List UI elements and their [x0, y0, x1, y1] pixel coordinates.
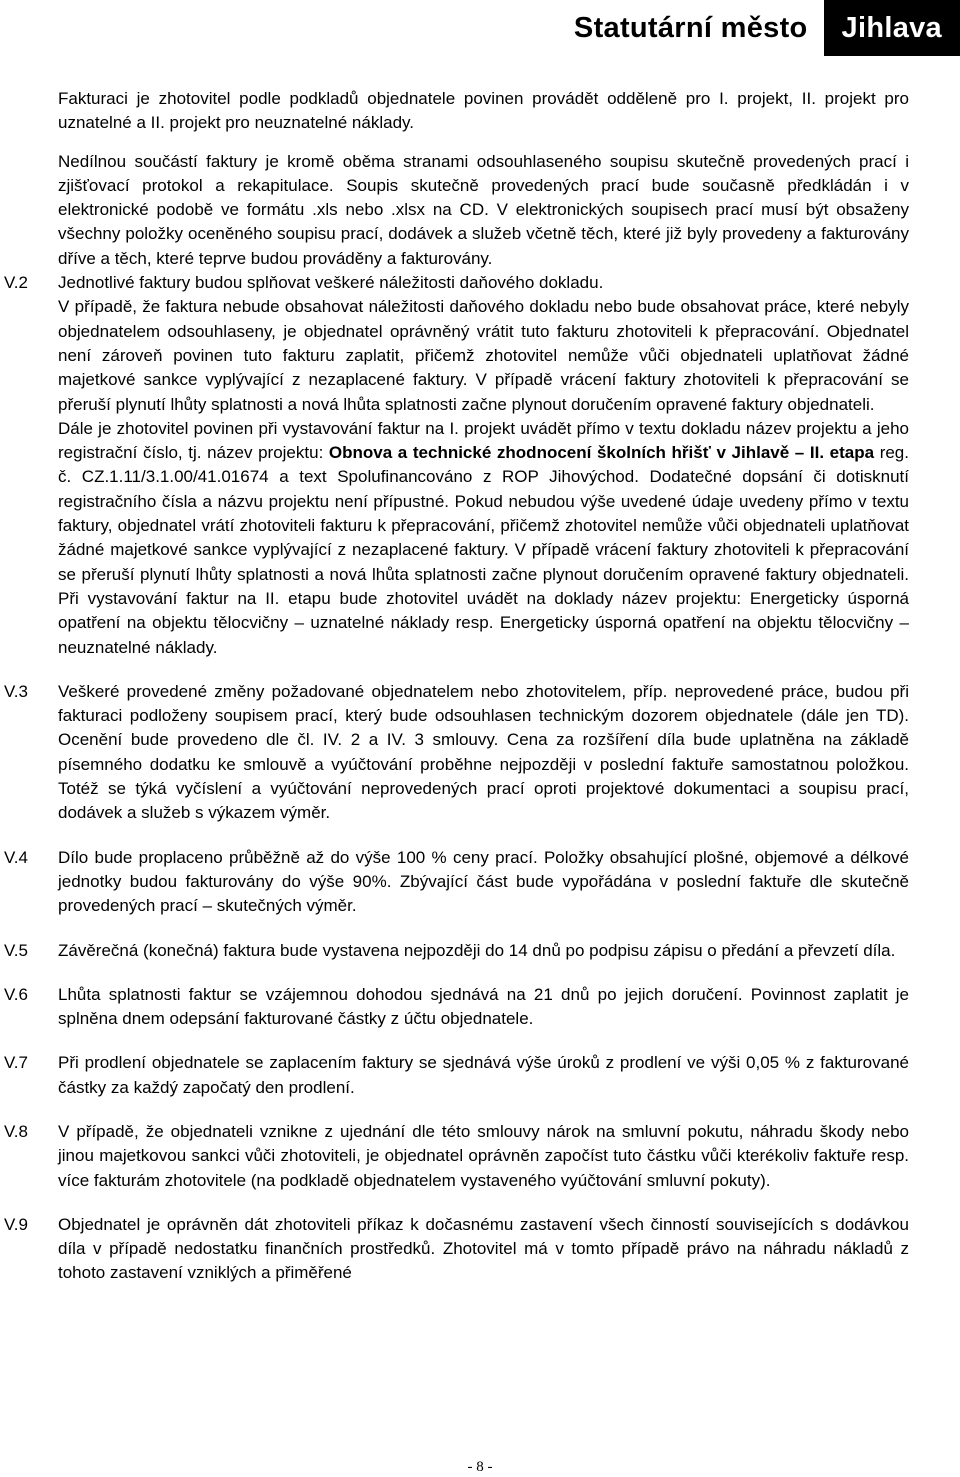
- paragraph: Lhůta splatnosti faktur se vzájemnou dohodou sjednává na 21 dnů po jejich doručení. Povinnost zaplatit je splněna dnem odepsání fakturované částky z účtu objednatele.: [58, 984, 909, 1029]
- paragraph: V případě, že objednateli vznikne z ujednání dle této smlouvy nárok na smluvní pokutu, náhradu škody nebo jinou majetkovou sankci vůči zhotoviteli, je objednatel oprávněn započíst tuto částku vůči kterékoliv faktuře resp. více fakturám zhotovitele (na podkladě objednatelem vystaveného vyúčtování smluvní pokuty).: [58, 1121, 909, 1190]
- section-number: V.5: [4, 940, 28, 960]
- section-v3: [0, 680, 909, 826]
- paragraph: Při prodlení objednatele se zaplacením faktury se sjednává výše úroků z prodlení ve výši 0,05 % z fakturované částky za každý započatý den prodlení.: [58, 1053, 909, 1097]
- section-number: V.4: [4, 847, 28, 867]
- project-text: reg. č. CZ.1.11/3.1.00/41.01674 a text Spolufinancováno z ROP Jihovýchod. Dodatečné dopsání či dotisknutí registračního čísla a názvu projektu není přípustné. Pokud nebudou výše uvedené údaje uvedeny přímo v textu faktury, objednatel vrátí zhotoviteli fakturu k přepracování, přičemž zhotovitel nemůže vůči objednateli uplatňovat žádné majetkové sankce vyplývající z nezaplacené faktury. V případě vrácení faktury zhotoviteli k přepracování se přeruší plynutí lhůty splatnosti a nová lhůta splatnosti začne plynout doručením opravené faktury objednateli. Při vystavování faktur na II. etapu bude zhotovitel uvádět na doklady název projektu: Energeticky úsporná opatření na objektu tělocvičny – uznatelné náklady resp. Energeticky úsporná opatření na objektu tělocvičny – neuznatelné náklady.: [58, 443, 909, 657]
- document-body: [0, 87, 960, 1286]
- section-number: V.6: [4, 984, 28, 1004]
- paragraph: Závěrečná (konečná) faktura bude vystavena nejpozději do 14 dnů po podpisu zápisu o předání a převzetí díla.: [58, 940, 896, 960]
- section-v8: [0, 1120, 909, 1193]
- city-logo: [574, 0, 960, 56]
- project-name-bold: Obnova a technické zhodnocení školních hřišť v Jihlavě – II. etapa: [328, 443, 875, 463]
- section-number: V.7: [4, 1053, 28, 1073]
- section-v7: [0, 1051, 909, 1100]
- section-v2: [0, 271, 909, 660]
- section-number: V.9: [4, 1214, 28, 1234]
- section-v6: [0, 983, 909, 1032]
- section-v9: [0, 1213, 909, 1286]
- project-text: Dále je zhotovitel povinen při vystavování faktur na I. projekt uvádět přímo v textu dokladu název projektu a jeho registrační číslo, tj. název projektu:: [58, 418, 909, 463]
- section-intro: [0, 87, 909, 136]
- paragraph: Objednatel je oprávněn dát zhotoviteli příkaz k dočasnému zastavení všech činností souvisejících s dodávkou díla v případě nedostatku finančních prostředků. Zhotovitel má v tomto případě právo na náhradu nákladů z tohoto zastavení vzniklých a přiměřené: [58, 1214, 909, 1283]
- paragraph: [58, 417, 909, 660]
- page-number: - 8 -: [467, 1459, 493, 1475]
- paragraph: V případě, že faktura nebude obsahovat náležitosti daňového dokladu nebo bude obsahovat práce, které nebyly objednatelem odsouhlaseny, je objednatel oprávněný vrátit tuto fakturu zhotoviteli k přepracování. Objednatel není zároveň povinen tuto fakturu zaplatit, přičemž zhotovitel nemůže vůči objednateli uplatňovat žádné majetkové sankce vyplývající z nezaplacené faktury. V případě vrácení faktury zhotoviteli k přepracování se přeruší plynutí lhůty splatnosti a nová lhůta splatnosti začne plynout doručením opravené faktury objednateli.: [58, 297, 909, 414]
- paragraph: Dílo bude proplaceno průběžně až do výše 100 % ceny prací. Položky obsahující plošné, objemové a délkové jednotky budou fakturovány do výše 90%. Zbývající část bude vypořádána v poslední faktuře dle skutečně provedených prací – skutečných výměr.: [58, 847, 909, 916]
- section-v5: [0, 939, 909, 963]
- logo-city-text: Statutární město: [574, 0, 824, 56]
- paragraph: Jednotlivé faktury budou splňovat veškeré náležitosti daňového dokladu.: [58, 273, 604, 293]
- section-v4: [0, 846, 909, 919]
- section-number: V.3: [4, 681, 28, 701]
- logo-name-text: Jihlava: [824, 0, 960, 56]
- section-number: V.2: [4, 273, 28, 293]
- section-intro-2: [0, 150, 909, 271]
- paragraph: Nedílnou součástí faktury je kromě oběma stranami odsouhlaseného soupisu skutečně provedených prací i zjišťovací protokol a rekapitulace. Soupis skutečně provedených prací bude současně předkládán i v elektronické podobě ve formátu .xls nebo .xlsx na CD. V elektronických soupisech prací musí být obsaženy všechny položky oceněného soupisu prací, dodávek a služeb včetně těch, které již byly provedeny a fakturovány dříve a těch, které teprve budou prováděny a fakturovány.: [58, 151, 909, 268]
- section-number: V.8: [4, 1121, 28, 1141]
- paragraph: Veškeré provedené změny požadované objednatelem nebo zhotovitelem, příp. neprovedené práce, budou při fakturaci podloženy soupisem prací, který bude odsouhlasen technickým dozorem objednatele (dále jen TD). Ocenění bude provedeno dle čl. IV. 2 a IV. 3 smlouvy. Cena za rozšíření díla bude uplatněna na základě písemného dodatku ke smlouvě a vyúčtování proběhne nejpozději v poslední faktuře samostatnou položkou. Totéž se týká vyčíslení a vyúčtování neprovedených prací oproti projektové dokumentaci a soupisu prací, dodávek a služeb s výkazem výměr.: [58, 681, 909, 823]
- paragraph: Fakturaci je zhotovitel podle podkladů objednatele povinen provádět odděleně pro I. projekt, II. projekt pro uznatelné a II. projekt pro neuznatelné náklady.: [58, 89, 909, 133]
